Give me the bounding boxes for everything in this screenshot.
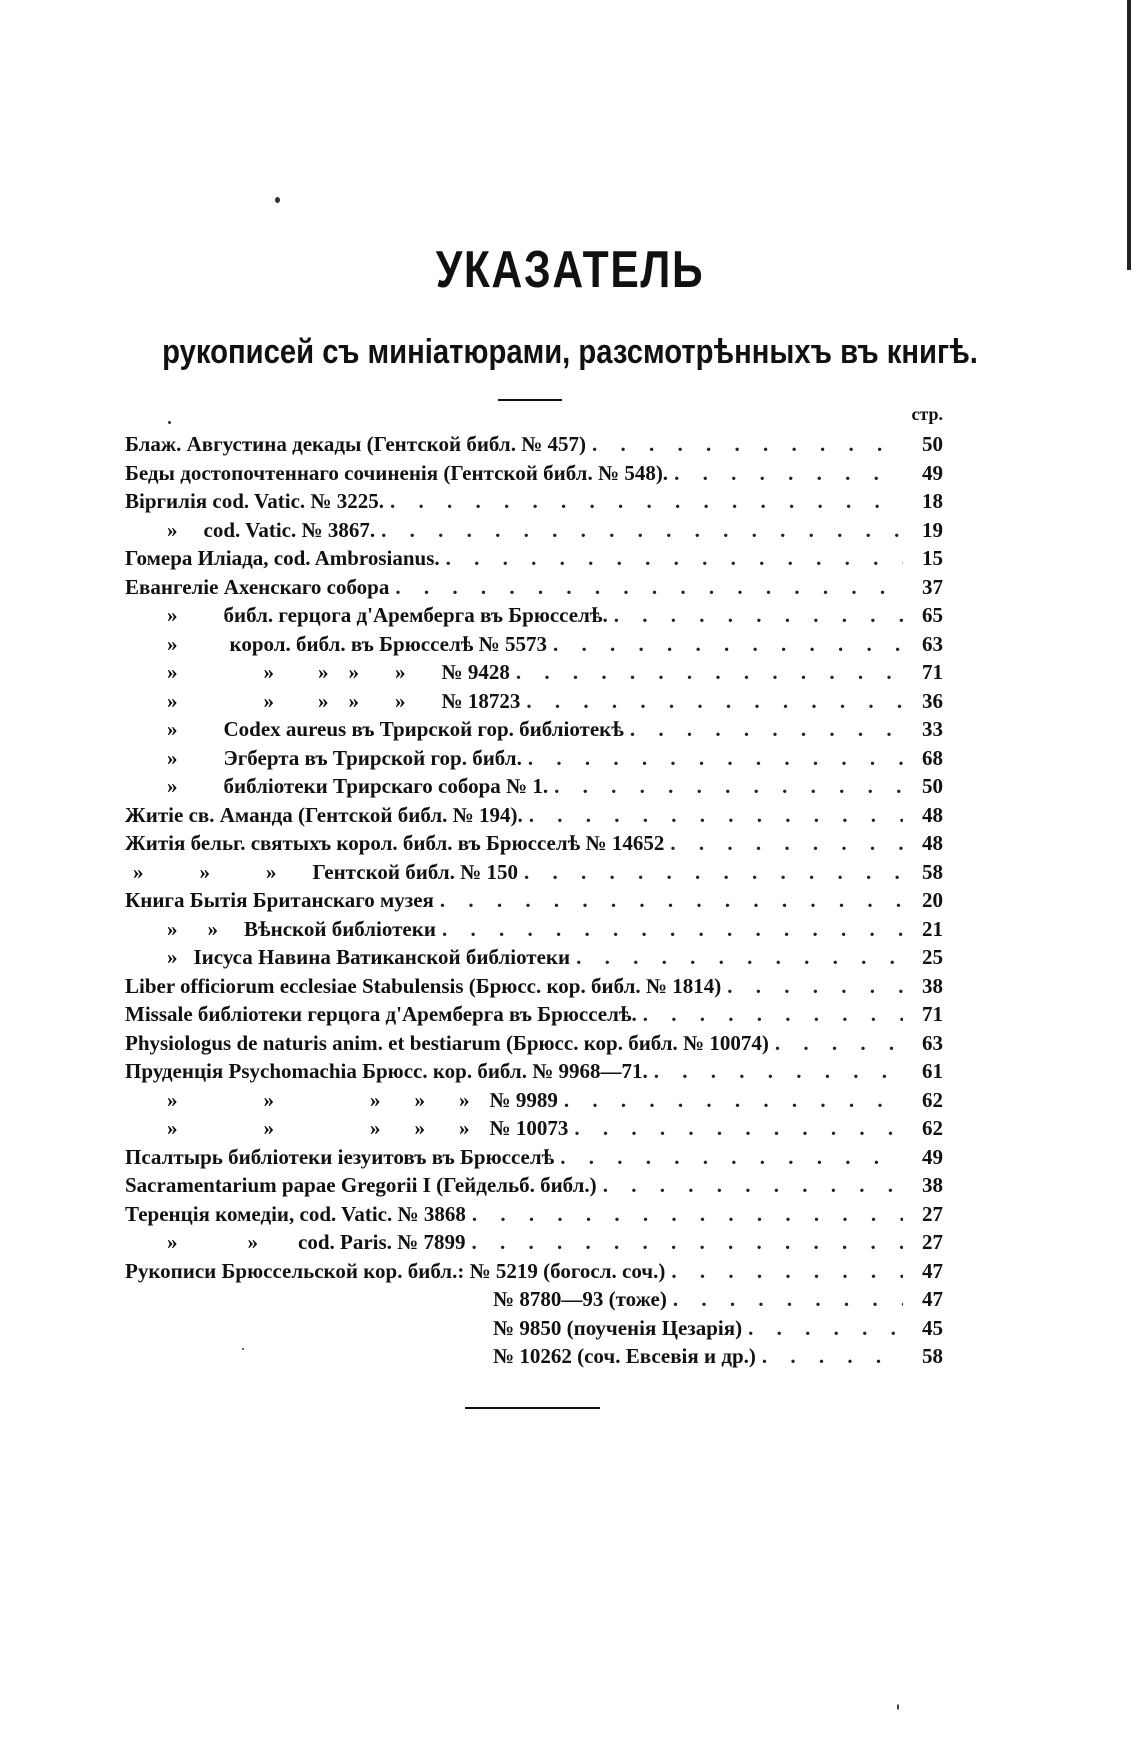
dot-leader <box>526 687 903 716</box>
entry-text: библіотеки Трирскаго собора № 1. <box>223 774 549 798</box>
entry-text: Псалтырь библіотеки іезуитовъ въ Брюсселѣ <box>125 1144 555 1169</box>
index-entry <box>125 1057 943 1086</box>
page-subtitle: рукописей съ миніатюрами, разсмотрѣнныхъ въ книгѣ. <box>162 333 978 371</box>
entry-text: cod. Vatic. № 3867. <box>203 517 376 542</box>
dot-leader <box>564 1086 903 1115</box>
entry-text: Гомера Иліада, cod. Ambrosianus. <box>125 546 440 570</box>
entry-text: Віргилія cod. Vatic. № 3225. <box>125 489 384 513</box>
entry-text: Теренція комедіи, cod. Vatic. № 3868 <box>125 1201 466 1226</box>
index-entry <box>125 430 943 459</box>
dot-leader <box>560 1143 903 1172</box>
dot-leader <box>673 1285 903 1314</box>
index-entry <box>125 801 943 830</box>
index-entry <box>125 744 943 773</box>
index-entry <box>125 573 943 602</box>
entry-text: Physiologus de naturis anim. et bestiarum (Брюсс. кор. библ. № 10074) <box>125 1030 769 1055</box>
entry-page-number: 71 <box>922 660 943 684</box>
dot-leader <box>670 829 903 858</box>
dot-leader <box>576 943 903 972</box>
ditto-mark: » <box>263 688 274 713</box>
entry-text: Рукописи Брюссельской кор. библ.: № 5219 (богосл. соч.) <box>125 1258 666 1283</box>
ditto-mark: » <box>266 859 277 884</box>
ditto-mark: » <box>167 1230 178 1254</box>
entry-text: Іисуса Навина Ватиканской библіотеки <box>193 945 571 969</box>
entry-text: Эгберта въ Трирской гор. библ. <box>223 745 522 770</box>
entry-title <box>125 1143 554 1172</box>
entry-page-number: 65 <box>922 603 943 627</box>
index-entry <box>125 487 943 516</box>
entry-title <box>125 1342 756 1371</box>
index-entry <box>125 1228 943 1257</box>
entry-page-number: 21 <box>922 916 943 941</box>
ditto-mark: » <box>133 859 144 884</box>
entry-text: Житіе св. Аманда (Гентской библ. № 194). <box>125 802 523 827</box>
ditto-mark: » <box>167 1116 178 1140</box>
entry-page-number: 48 <box>922 831 943 855</box>
dot-leader <box>529 801 903 830</box>
entry-text: Missale библіотеки герцога д'Аремберга въ Брюсселѣ. <box>125 1002 637 1026</box>
ditto-mark: » <box>348 660 359 684</box>
index-entry <box>125 858 943 887</box>
ditto-mark: » <box>247 1230 258 1254</box>
ditto-mark: » <box>263 1116 274 1140</box>
entry-text: Liber officiorum ecclesiae Stabulensis (Брюсс. кор. библ. № 1814) <box>125 973 722 998</box>
index-entry <box>125 1143 943 1172</box>
index-entry <box>125 886 943 915</box>
entry-page-number: 33 <box>922 717 943 741</box>
dot-leader <box>446 544 903 573</box>
entry-title <box>125 1257 665 1286</box>
ditto-mark: » <box>370 1116 381 1140</box>
entry-page-number: 49 <box>922 1144 943 1169</box>
index-entry <box>125 829 943 858</box>
ditto-mark: » <box>167 1087 178 1112</box>
ditto-mark: » <box>207 916 218 941</box>
index-entry <box>125 658 943 687</box>
entry-text: Sacramentarium papae Gregorii I (Гейдельб. библ.) <box>125 1173 597 1197</box>
ditto-mark: » <box>370 1087 381 1112</box>
entry-text: Пруденція Psychomachia Брюсс. кор. библ. № 9968—71. <box>125 1059 648 1083</box>
dot-leader <box>671 1257 903 1286</box>
index-entry <box>125 687 943 716</box>
index-list <box>125 430 943 1371</box>
entry-page-number: 19 <box>922 517 943 542</box>
entry-page-number: 49 <box>922 460 943 485</box>
index-entry <box>125 630 943 659</box>
index-entry <box>125 1342 943 1371</box>
entry-title <box>125 630 547 659</box>
ditto-mark: » <box>348 688 359 713</box>
entry-text: корол. библ. въ Брюсселѣ № 5573 <box>229 631 547 656</box>
entry-page-number: 15 <box>922 546 943 570</box>
entry-title <box>125 573 389 602</box>
entry-title <box>125 1057 648 1086</box>
entry-page-number: 61 <box>922 1059 943 1083</box>
entry-page-number: 36 <box>922 688 943 713</box>
entry-text: № 9850 (поученія Цезарія) <box>493 1315 743 1340</box>
index-entry <box>125 601 943 630</box>
entry-title <box>125 858 518 887</box>
entry-page-number: 63 <box>922 631 943 656</box>
dot-leader <box>592 430 903 459</box>
entry-text: № 18723 <box>441 688 521 713</box>
index-entry <box>125 1257 943 1286</box>
ditto-mark: » <box>167 517 178 542</box>
index-entry <box>125 1000 943 1029</box>
entry-text: № 10073 <box>489 1116 569 1140</box>
entry-title <box>125 1285 667 1314</box>
index-entry <box>125 1086 943 1115</box>
dot-leader <box>528 744 903 773</box>
entry-page-number: 47 <box>922 1258 943 1283</box>
ditto-mark: » <box>414 1087 425 1112</box>
entry-page-number: 71 <box>922 1002 943 1026</box>
entry-title <box>125 1171 597 1200</box>
entry-title <box>125 601 608 630</box>
entry-page-number: 50 <box>922 774 943 798</box>
dot-leader <box>390 487 903 516</box>
dot-leader <box>643 1000 903 1029</box>
entry-text: Книга Бытія Британскаго музея <box>125 888 434 912</box>
entry-title <box>125 886 434 915</box>
entry-page-number: 47 <box>922 1287 943 1311</box>
entry-page-number: 25 <box>922 945 943 969</box>
entry-text: Codex aureus въ Трирской гор. библіотекѣ <box>223 717 624 741</box>
entry-title <box>125 801 523 830</box>
dot-leader <box>748 1314 903 1343</box>
dot-leader <box>440 886 903 915</box>
dot-leader <box>553 630 903 659</box>
entry-page-number: 37 <box>922 574 943 599</box>
entry-page-number: 20 <box>922 888 943 912</box>
end-rule <box>465 1407 600 1409</box>
dot-leader <box>574 1114 903 1143</box>
entry-title <box>125 715 624 744</box>
entry-page-number: 38 <box>922 1173 943 1197</box>
ditto-mark: » <box>318 688 329 713</box>
entry-title <box>125 744 522 773</box>
entry-title <box>125 1314 742 1343</box>
dot-leader <box>442 915 903 944</box>
dot-leader <box>395 573 903 602</box>
entry-title <box>125 1029 769 1058</box>
entry-page-number: 58 <box>922 859 943 884</box>
ink-speck <box>168 421 171 424</box>
ditto-mark: » <box>167 774 178 798</box>
entry-text: Блаж. Августина декады (Гентской библ. № 457) <box>125 432 587 456</box>
entry-page-number: 58 <box>922 1344 943 1368</box>
entry-title <box>125 516 375 545</box>
entry-title <box>125 430 586 459</box>
dot-leader <box>472 1200 903 1229</box>
entry-text: № 9428 <box>441 660 510 684</box>
entry-text: cod. Paris. № 7899 <box>298 1230 466 1254</box>
ditto-mark: » <box>167 745 178 770</box>
dot-leader <box>775 1029 903 1058</box>
index-entry <box>125 715 943 744</box>
ditto-mark: » <box>199 859 210 884</box>
dot-leader <box>524 858 903 887</box>
ditto-mark: » <box>459 1116 470 1140</box>
entry-text: Евангеліе Ахенскаго собора <box>125 574 390 599</box>
entry-title <box>125 1228 466 1257</box>
dot-leader <box>727 972 903 1001</box>
dot-leader <box>381 516 903 545</box>
scan-edge-shadow <box>1127 0 1131 270</box>
entry-title <box>125 487 384 516</box>
entry-text: библ. герцога д'Аремберга въ Брюсселѣ. <box>223 603 608 627</box>
index-entry <box>125 544 943 573</box>
dot-leader <box>630 715 903 744</box>
ditto-mark: » <box>459 1087 470 1112</box>
dot-leader <box>654 1057 903 1086</box>
ditto-mark: » <box>263 1087 274 1112</box>
dot-leader <box>472 1228 903 1257</box>
ditto-mark: » <box>395 660 406 684</box>
dot-leader <box>516 658 903 687</box>
index-entry <box>125 915 943 944</box>
index-entry <box>125 1114 943 1143</box>
index-entry <box>125 1314 943 1343</box>
index-entry <box>125 1285 943 1314</box>
ditto-mark: » <box>167 717 178 741</box>
entry-text: № 9989 <box>489 1087 558 1112</box>
index-entry <box>125 1171 943 1200</box>
entry-title <box>125 459 668 488</box>
entry-title <box>125 1000 637 1029</box>
entry-title <box>125 1200 466 1229</box>
ink-speck <box>275 197 280 203</box>
entry-page-number: 63 <box>922 1030 943 1055</box>
entry-title <box>125 544 440 573</box>
entry-text: Житія бельг. святыхъ корол. библ. въ Брюсселѣ № 14652 <box>125 831 665 855</box>
entry-title <box>125 687 520 716</box>
index-entry <box>125 972 943 1001</box>
index-entry <box>125 459 943 488</box>
entry-page-number: 62 <box>922 1087 943 1112</box>
entry-page-number: 38 <box>922 973 943 998</box>
entry-page-number: 45 <box>922 1315 943 1340</box>
entry-title <box>125 658 510 687</box>
entry-text: Гентской библ. № 150 <box>312 859 518 884</box>
entry-page-number: 68 <box>922 745 943 770</box>
dot-leader <box>614 601 903 630</box>
ditto-mark: » <box>167 688 178 713</box>
entry-title <box>125 972 721 1001</box>
ditto-mark: » <box>395 688 406 713</box>
entry-title <box>125 943 570 972</box>
entry-title <box>125 772 548 801</box>
entry-text: Беды достопочтеннаго сочиненія (Гентской библ. № 548). <box>125 460 669 485</box>
index-entry <box>125 1029 943 1058</box>
entry-title <box>125 1086 558 1115</box>
ditto-mark: » <box>167 660 178 684</box>
index-entry <box>125 1200 943 1229</box>
index-entry <box>125 943 943 972</box>
entry-text: № 8780—93 (тоже) <box>493 1287 667 1311</box>
entry-page-number: 50 <box>922 432 943 456</box>
title-rule <box>498 399 562 401</box>
page-column-header: стр. <box>911 404 943 424</box>
dot-leader <box>674 459 903 488</box>
page-title: УКАЗАТЕЛЬ <box>435 241 705 299</box>
entry-text: Вѣнской библіотеки <box>244 916 436 941</box>
entry-text: № 10262 (соч. Евсевія и др.) <box>493 1344 756 1368</box>
index-entry <box>125 516 943 545</box>
entry-page-number: 18 <box>922 489 943 513</box>
entry-page-number: 27 <box>922 1201 943 1226</box>
entry-page-number: 48 <box>922 802 943 827</box>
dot-leader <box>762 1342 903 1371</box>
entry-page-number: 62 <box>922 1116 943 1140</box>
ditto-mark: » <box>167 603 178 627</box>
entry-page-number: 27 <box>922 1230 943 1254</box>
ditto-mark: » <box>167 631 178 656</box>
ditto-mark: » <box>318 660 329 684</box>
entry-title <box>125 915 436 944</box>
ditto-mark: » <box>167 916 178 941</box>
ditto-mark: » <box>414 1116 425 1140</box>
dot-leader <box>603 1171 903 1200</box>
entry-title <box>125 829 664 858</box>
dot-leader <box>554 772 903 801</box>
ditto-mark: » <box>167 945 178 969</box>
ink-speck <box>897 1704 899 1710</box>
ditto-mark: » <box>263 660 274 684</box>
entry-title <box>125 1114 568 1143</box>
index-entry <box>125 772 943 801</box>
